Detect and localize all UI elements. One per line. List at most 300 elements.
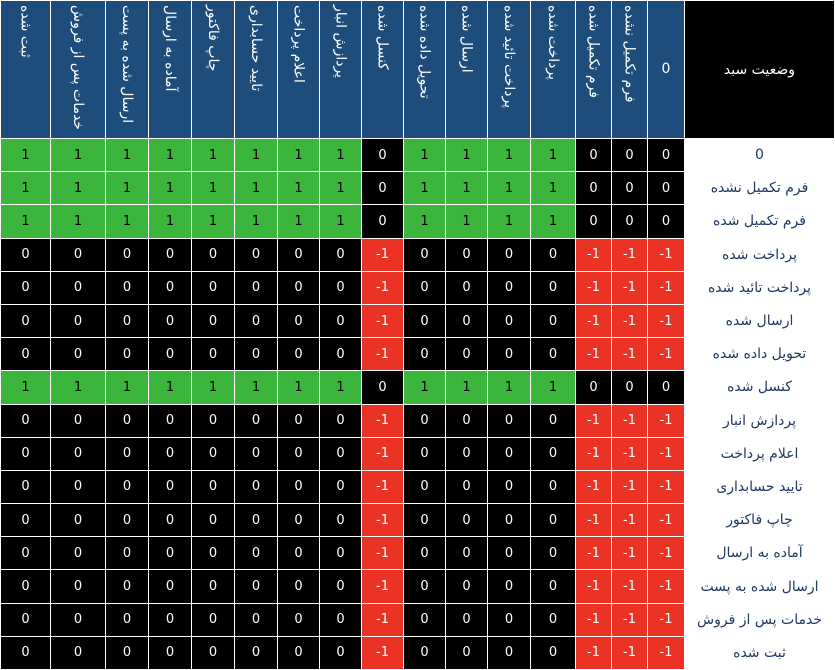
matrix-cell: 0 [51,504,106,537]
matrix-cell: 0 [320,404,362,437]
matrix-cell: 0 [1,603,51,636]
matrix-cell: -1 [612,504,648,537]
table-row [1,139,835,172]
matrix-cell: 0 [531,304,576,337]
matrix-cell: -1 [612,404,648,437]
matrix-cell: 0 [278,537,320,570]
matrix-cell: 0 [278,338,320,371]
matrix-cell: -1 [576,437,612,470]
matrix-cell: 0 [235,470,278,503]
matrix-cell: 0 [106,437,149,470]
matrix-cell: 0 [531,636,576,669]
matrix-cell: 0 [612,205,648,238]
matrix-cell: 1 [235,205,278,238]
row-header: پرداخت تائید شده [685,271,835,304]
matrix-cell: 0 [149,537,192,570]
matrix-cell: 1 [149,172,192,205]
matrix-cell: 0 [278,570,320,603]
matrix-cell: 0 [531,404,576,437]
matrix-cell: 0 [149,504,192,537]
row-header: فرم تکمیل نشده [685,172,835,205]
matrix-cell: -1 [576,238,612,271]
matrix-cell: 0 [51,338,106,371]
matrix-cell: 0 [106,304,149,337]
matrix-cell: 0 [531,338,576,371]
matrix-cell: 1 [446,371,488,404]
matrix-cell: 1 [106,371,149,404]
matrix-cell: 0 [446,437,488,470]
matrix-cell: -1 [648,470,685,503]
column-header-label: پردازش انبار [332,4,349,78]
matrix-cell: 1 [51,139,106,172]
column-header [51,1,106,139]
matrix-cell: 1 [320,371,362,404]
matrix-cell: 1 [192,371,235,404]
matrix-cell: 1 [51,371,106,404]
matrix-cell: 0 [51,404,106,437]
matrix-cell: -1 [612,437,648,470]
matrix-cell: -1 [576,636,612,669]
matrix-cell: 0 [106,636,149,669]
matrix-cell: 0 [192,570,235,603]
matrix-cell: 0 [278,304,320,337]
matrix-cell: 0 [192,271,235,304]
matrix-cell: 1 [278,139,320,172]
column-header-label: چاپ فاکتور [205,4,222,71]
matrix-cell: -1 [648,271,685,304]
matrix-cell: -1 [648,404,685,437]
matrix-cell: 1 [1,172,51,205]
matrix-cell: 0 [278,271,320,304]
matrix-cell: -1 [362,470,404,503]
matrix-cell: 0 [320,603,362,636]
matrix-cell: -1 [576,537,612,570]
matrix-cell: 1 [404,172,446,205]
matrix-cell: 0 [404,537,446,570]
matrix-cell: 0 [106,238,149,271]
matrix-cell: 0 [446,603,488,636]
matrix-cell: 0 [1,238,51,271]
matrix-cell: -1 [648,636,685,669]
matrix-cell: -1 [648,537,685,570]
matrix-cell: 0 [404,636,446,669]
matrix-cell: 1 [488,139,531,172]
matrix-cell: 0 [235,636,278,669]
matrix-cell: 1 [320,205,362,238]
matrix-cell: 0 [404,603,446,636]
matrix-cell: 1 [320,172,362,205]
matrix-cell: 0 [149,238,192,271]
table-row [1,437,835,470]
matrix-cell: 0 [488,304,531,337]
matrix-cell: 0 [278,603,320,636]
matrix-cell: 0 [278,238,320,271]
table-body [1,139,835,670]
column-header [488,1,531,139]
matrix-cell: 0 [235,437,278,470]
matrix-cell: 0 [235,238,278,271]
matrix-cell: 0 [531,603,576,636]
table-row [1,404,835,437]
matrix-cell: -1 [612,603,648,636]
matrix-cell: -1 [576,603,612,636]
matrix-cell: -1 [362,570,404,603]
matrix-cell: 0 [192,304,235,337]
matrix-cell: 0 [1,338,51,371]
matrix-cell: 0 [320,437,362,470]
table-row [1,304,835,337]
matrix-cell: -1 [362,603,404,636]
matrix-cell: 1 [404,139,446,172]
matrix-cell: 0 [648,371,685,404]
matrix-cell: -1 [576,470,612,503]
matrix-cell: 0 [1,271,51,304]
matrix-cell: 0 [1,537,51,570]
matrix-cell: -1 [648,570,685,603]
matrix-cell: 0 [192,404,235,437]
table-row [1,504,835,537]
row-header: پردازش انبار [685,404,835,437]
matrix-cell: 0 [446,504,488,537]
matrix-cell: 0 [488,537,531,570]
matrix-cell: 0 [488,404,531,437]
matrix-cell: 0 [235,603,278,636]
matrix-cell: 0 [488,603,531,636]
matrix-cell: 0 [404,238,446,271]
matrix-cell: 0 [488,437,531,470]
matrix-cell: 0 [404,570,446,603]
table-row [1,570,835,603]
matrix-cell: 0 [446,636,488,669]
matrix-cell: 0 [235,304,278,337]
matrix-cell: -1 [362,271,404,304]
matrix-cell: -1 [648,437,685,470]
matrix-cell: 0 [192,537,235,570]
matrix-cell: -1 [648,304,685,337]
matrix-cell: 0 [404,304,446,337]
matrix-cell: 0 [51,570,106,603]
matrix-cell: 1 [531,172,576,205]
column-header [106,1,149,139]
corner-header: وضعیت سبد [685,1,835,139]
row-header: اعلام پرداخت [685,437,835,470]
row-header: پرداخت شده [685,238,835,271]
matrix-cell: 0 [488,238,531,271]
column-header [404,1,446,139]
matrix-cell: 0 [235,338,278,371]
matrix-cell: -1 [362,238,404,271]
column-header-label: تحویل داده شده [416,4,433,99]
matrix-cell: -1 [612,238,648,271]
matrix-cell: 0 [192,238,235,271]
matrix-cell: 0 [149,404,192,437]
matrix-cell: -1 [648,603,685,636]
matrix-cell: 0 [51,537,106,570]
matrix-cell: 0 [404,271,446,304]
matrix-cell: 0 [278,636,320,669]
matrix-cell: 1 [488,172,531,205]
matrix-cell: 1 [404,371,446,404]
matrix-cell: 0 [446,570,488,603]
matrix-cell: 0 [446,470,488,503]
matrix-cell: 0 [1,470,51,503]
matrix-cell: 0 [320,636,362,669]
matrix-cell: 0 [1,636,51,669]
matrix-cell: -1 [648,504,685,537]
matrix-cell: 0 [106,470,149,503]
matrix-cell: 1 [446,139,488,172]
matrix-cell: 0 [446,338,488,371]
matrix-cell: -1 [362,437,404,470]
matrix-cell: 0 [446,304,488,337]
column-header [320,1,362,139]
matrix-cell: 1 [488,205,531,238]
matrix-cell: 0 [531,238,576,271]
column-header [235,1,278,139]
table-row [1,636,835,669]
matrix-cell: 0 [362,139,404,172]
column-header [612,1,648,139]
matrix-cell: 0 [149,570,192,603]
matrix-cell: 0 [648,139,685,172]
matrix-cell: 0 [320,537,362,570]
matrix-cell: -1 [576,570,612,603]
matrix-cell: 0 [488,470,531,503]
column-header-label: تایید حسابداری [248,4,265,91]
column-header-label: پرداخت شده [545,4,562,80]
matrix-cell: 0 [320,338,362,371]
matrix-cell: 1 [192,172,235,205]
matrix-cell: 0 [576,205,612,238]
column-header-label: ارسال شده به پست [119,4,136,123]
matrix-cell: -1 [576,404,612,437]
matrix-cell: 0 [531,570,576,603]
matrix-cell: 0 [612,139,648,172]
row-header: تحویل داده شده [685,338,835,371]
matrix-cell: 1 [235,371,278,404]
matrix-cell: 0 [106,570,149,603]
matrix-cell: 0 [320,504,362,537]
matrix-cell: -1 [648,338,685,371]
row-header: فرم تکمیل شده [685,205,835,238]
matrix-cell: 1 [106,139,149,172]
matrix-cell: 0 [149,338,192,371]
column-header-label: فرم تکمیل شده [585,4,602,98]
matrix-cell: 0 [648,205,685,238]
matrix-cell: 0 [362,371,404,404]
matrix-cell: 1 [149,371,192,404]
matrix-cell: 1 [320,139,362,172]
matrix-cell: 0 [149,304,192,337]
matrix-cell: -1 [648,238,685,271]
matrix-cell: 0 [404,504,446,537]
table-row [1,371,835,404]
column-header-label: کنسل شده [374,4,391,70]
matrix-cell: 0 [648,172,685,205]
column-header-label: 0 [661,61,671,78]
matrix-cell: 0 [576,172,612,205]
matrix-cell: 0 [106,338,149,371]
matrix-cell: 0 [576,139,612,172]
matrix-cell: 0 [1,504,51,537]
matrix-cell: 0 [488,271,531,304]
matrix-cell: 0 [106,603,149,636]
table-row [1,338,835,371]
matrix-cell: 0 [51,437,106,470]
column-header-label: پرداخت تائید شده [501,4,518,108]
column-header [576,1,612,139]
row-header: کنسل شده [685,371,835,404]
matrix-cell: 1 [1,139,51,172]
column-header [278,1,320,139]
matrix-cell: 0 [446,537,488,570]
matrix-cell: 0 [446,238,488,271]
matrix-cell: 0 [488,636,531,669]
matrix-cell: 0 [51,470,106,503]
matrix-cell: 0 [1,570,51,603]
column-header [648,1,685,139]
matrix-cell: -1 [362,636,404,669]
matrix-cell: 1 [149,205,192,238]
matrix-cell: 1 [278,371,320,404]
matrix-cell: 1 [1,371,51,404]
matrix-cell: 0 [404,470,446,503]
table-row [1,238,835,271]
matrix-cell: 1 [51,205,106,238]
matrix-cell: 1 [446,205,488,238]
matrix-cell: -1 [362,304,404,337]
matrix-cell: -1 [576,504,612,537]
matrix-cell: 0 [192,504,235,537]
matrix-cell: 0 [192,470,235,503]
matrix-cell: 0 [51,636,106,669]
matrix-cell: 0 [106,404,149,437]
matrix-cell: 1 [192,139,235,172]
matrix-cell: 0 [320,304,362,337]
matrix-cell: 0 [106,504,149,537]
row-header: آماده به ارسال [685,537,835,570]
matrix-cell: 1 [531,205,576,238]
matrix-cell: 0 [192,338,235,371]
matrix-cell: 0 [51,603,106,636]
table-row [1,271,835,304]
column-header-label: خدمات پس از فروش [70,4,87,130]
matrix-cell: -1 [362,537,404,570]
matrix-cell: -1 [612,271,648,304]
matrix-cell: 1 [488,371,531,404]
column-header-label: اعلام پرداخت [290,4,307,83]
matrix-cell: 0 [320,238,362,271]
matrix-cell: 1 [278,205,320,238]
matrix-cell: 0 [51,238,106,271]
matrix-cell: 0 [1,304,51,337]
matrix-cell: 0 [235,570,278,603]
table-row [1,205,835,238]
matrix-cell: -1 [612,570,648,603]
row-header: خدمات پس از فروش [685,603,835,636]
matrix-cell: 0 [235,537,278,570]
matrix-cell: 0 [149,271,192,304]
matrix-cell: 1 [106,172,149,205]
table-row [1,172,835,205]
matrix-cell: 0 [531,504,576,537]
matrix-cell: 0 [362,205,404,238]
matrix-cell: 0 [278,437,320,470]
table-row [1,603,835,636]
matrix-cell: -1 [576,304,612,337]
matrix-cell: 0 [1,437,51,470]
matrix-cell: 1 [235,139,278,172]
matrix-cell: 0 [320,470,362,503]
matrix-cell: 0 [404,338,446,371]
matrix-cell: 0 [106,537,149,570]
matrix-cell: 0 [488,504,531,537]
column-header [531,1,576,139]
matrix-cell: -1 [362,338,404,371]
matrix-cell: 0 [576,371,612,404]
row-header: ارسال شده به پست [685,570,835,603]
matrix-cell: 0 [531,470,576,503]
matrix-cell: 0 [446,404,488,437]
matrix-cell: 0 [488,338,531,371]
column-header-label: ارسال شده [458,4,475,73]
matrix-cell: 1 [278,172,320,205]
matrix-cell: 0 [149,636,192,669]
matrix-cell: 1 [446,172,488,205]
matrix-cell: 0 [149,437,192,470]
matrix-cell: -1 [362,404,404,437]
matrix-cell: 0 [488,570,531,603]
matrix-cell: 0 [531,537,576,570]
matrix-cell: 0 [278,470,320,503]
column-header [149,1,192,139]
column-header-label: فرم تکمیل نشده [621,4,638,103]
matrix-cell: 1 [192,205,235,238]
matrix-cell: 0 [612,172,648,205]
matrix-cell: 0 [1,404,51,437]
matrix-cell: -1 [612,636,648,669]
matrix-cell: 1 [531,139,576,172]
row-header: 0 [685,139,835,172]
matrix-cell: 0 [278,504,320,537]
matrix-cell: 1 [531,371,576,404]
matrix-cell: 0 [446,271,488,304]
matrix-cell: 0 [320,570,362,603]
matrix-cell: 0 [235,404,278,437]
row-header: چاپ فاکتور [685,504,835,537]
matrix-cell: 0 [149,470,192,503]
matrix-cell: 1 [149,139,192,172]
matrix-cell: -1 [612,470,648,503]
matrix-cell: -1 [612,338,648,371]
matrix-cell: 0 [320,271,362,304]
matrix-cell: 0 [235,504,278,537]
matrix-cell: 0 [192,437,235,470]
matrix-cell: 0 [404,404,446,437]
matrix-cell: 0 [192,636,235,669]
matrix-cell: 1 [235,172,278,205]
column-header-label: آماده به ارسال [162,4,179,91]
matrix-cell: 1 [106,205,149,238]
matrix-cell: -1 [612,537,648,570]
matrix-cell: 1 [1,205,51,238]
matrix-cell: 0 [51,304,106,337]
matrix-cell: 1 [404,205,446,238]
table-row [1,470,835,503]
matrix-cell: 0 [531,437,576,470]
matrix-cell: 0 [278,404,320,437]
matrix-cell: 0 [149,603,192,636]
